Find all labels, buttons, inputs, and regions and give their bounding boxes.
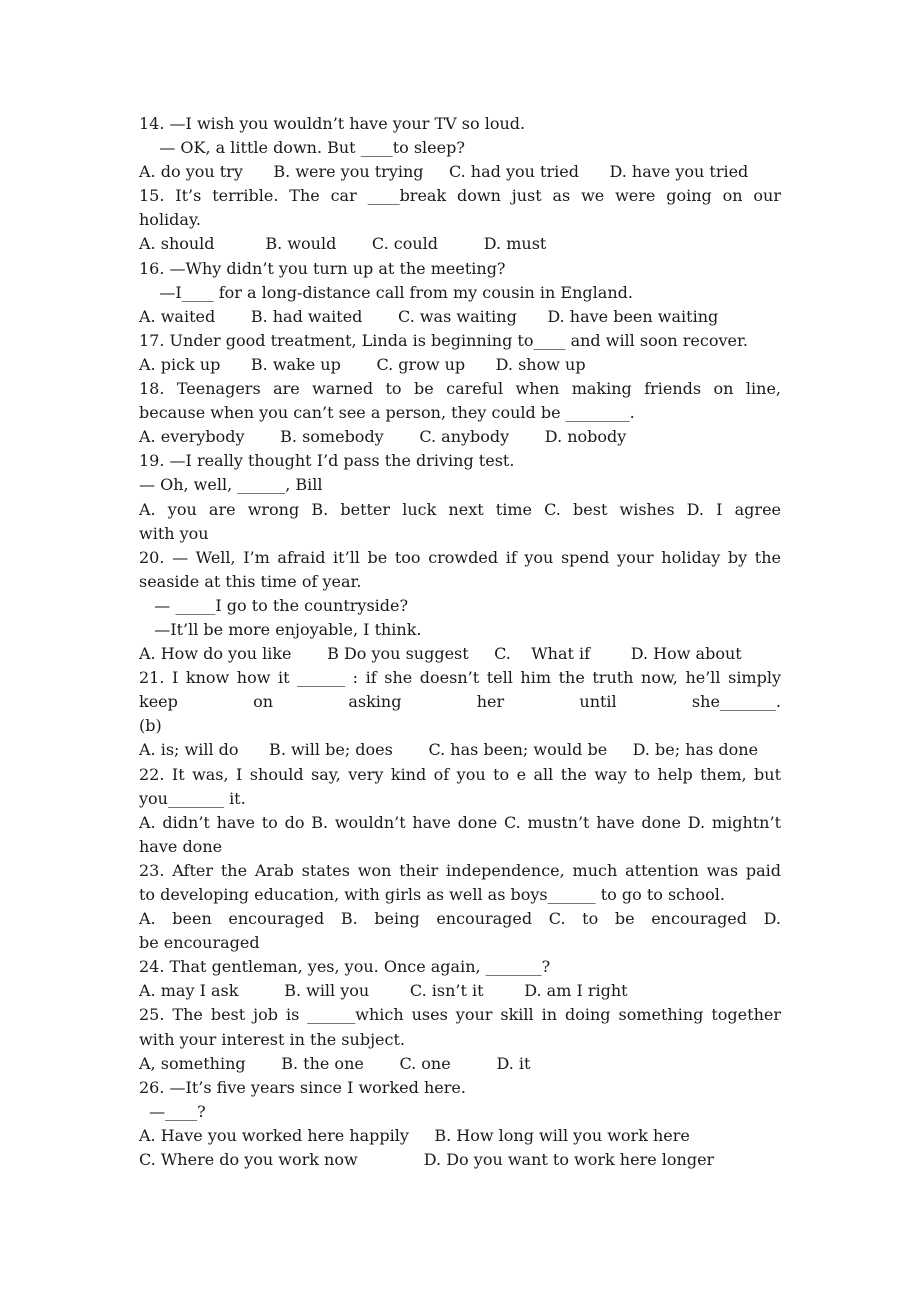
document-page [139,112,781,1172]
q19-response: — Oh, well, ______, Bill [139,475,323,495]
q26-response: —____? [139,1101,206,1121]
q22-options: A. didn’t have to do B. wouldn’t have done C. mustn’t have done D. mightn’t [139,812,781,832]
q20-prompt-cont: seaside at this time of year. [139,571,362,591]
q15-prompt-cont: holiday. [139,210,201,230]
q16-options: A. waited B. had waited C. was waiting D. have been waiting [139,306,719,326]
q19-prompt: 19. —I really thought I’d pass the driving test. [139,451,515,471]
q15-options: A. should B. would C. could D. must [139,234,547,254]
q16-response: —I____ for a long-distance call from my cousin in England. [139,282,633,302]
q19-options-cont: with you [139,523,209,543]
q21-note: (b) [139,716,162,736]
q21-options: A. is; will do B. will be; does C. has been; would be D. be; has done [139,740,759,760]
q25-options: A, something B. the one C. one D. it [139,1053,531,1073]
q18-options: A. everybody B. somebody C. anybody D. nobody [139,427,627,447]
q23-prompt-cont: to developing education, with girls as well as boys______ to go to school. [139,885,725,904]
q20-response: — _____I go to the countryside? [139,595,409,615]
q19-options: A. you are wrong B. better luck next time C. best wishes D. I agree [139,499,781,519]
q15-prompt: 15. It’s terrible. The car ____break down just as we were going on our [139,186,781,206]
q23-prompt: 23. After the Arab states won their independence, much attention was paid [139,860,781,880]
q22-prompt-cont: you_______ it. [139,788,246,808]
q22-prompt: 22. It was, I should say, very kind of you to e all the way to help them, but [139,764,781,784]
q23-options-cont: be encouraged [139,933,260,953]
q20-prompt: 20. — Well, I’m afraid it’ll be too crowded if you spend your holiday by the [139,547,781,567]
q14-options: A. do you try B. were you trying C. had you tried D. have you tried [139,162,749,182]
q14-prompt: 14. —I wish you wouldn’t have your TV so loud. [139,114,526,133]
q17-options: A. pick up B. wake up C. grow up D. show up [139,354,586,374]
q14-response: — OK, a little down. But ____to sleep? [139,138,465,158]
q24-prompt: 24. That gentleman, yes, you. Once again, _______? [139,957,551,977]
q20-options: A. How do you like B Do you suggest C. What if D. How about [139,644,742,664]
q18-prompt-cont: because when you can’t see a person, they could be ________. [139,403,635,423]
q26-options-cont: C. Where do you work now D. Do you want to work here longer [139,1150,715,1170]
q17-prompt: 17. Under good treatment, Linda is beginning to____ and will soon recover. [139,330,748,350]
q21-prompt: 21. I know how it ______ : if she doesn’t tell him the truth now, he’ll simply [139,668,781,688]
q25-prompt: 25. The best job is ______which uses your skill in doing something together [139,1005,781,1025]
q16-prompt: 16. —Why didn’t you turn up at the meeting? [139,258,506,278]
q18-prompt: 18. Teenagers are warned to be careful when making friends on line, [139,379,781,399]
q24-options: A. may I ask B. will you C. isn’t it D. am I right [139,981,628,1001]
q21-prompt-cont: keep on asking her until she_______. [139,692,781,712]
q22-options-cont: have done [139,836,223,856]
q23-options: A. been encouraged B. being encouraged C. to be encouraged D. [139,909,781,929]
q26-prompt: 26. —It’s five years since I worked here. [139,1077,466,1097]
q26-options: A. Have you worked here happily B. How long will you work here [139,1125,690,1145]
q25-prompt-cont: with your interest in the subject. [139,1029,405,1049]
q20-response-2: —It’ll be more enjoyable, I think. [139,619,422,639]
